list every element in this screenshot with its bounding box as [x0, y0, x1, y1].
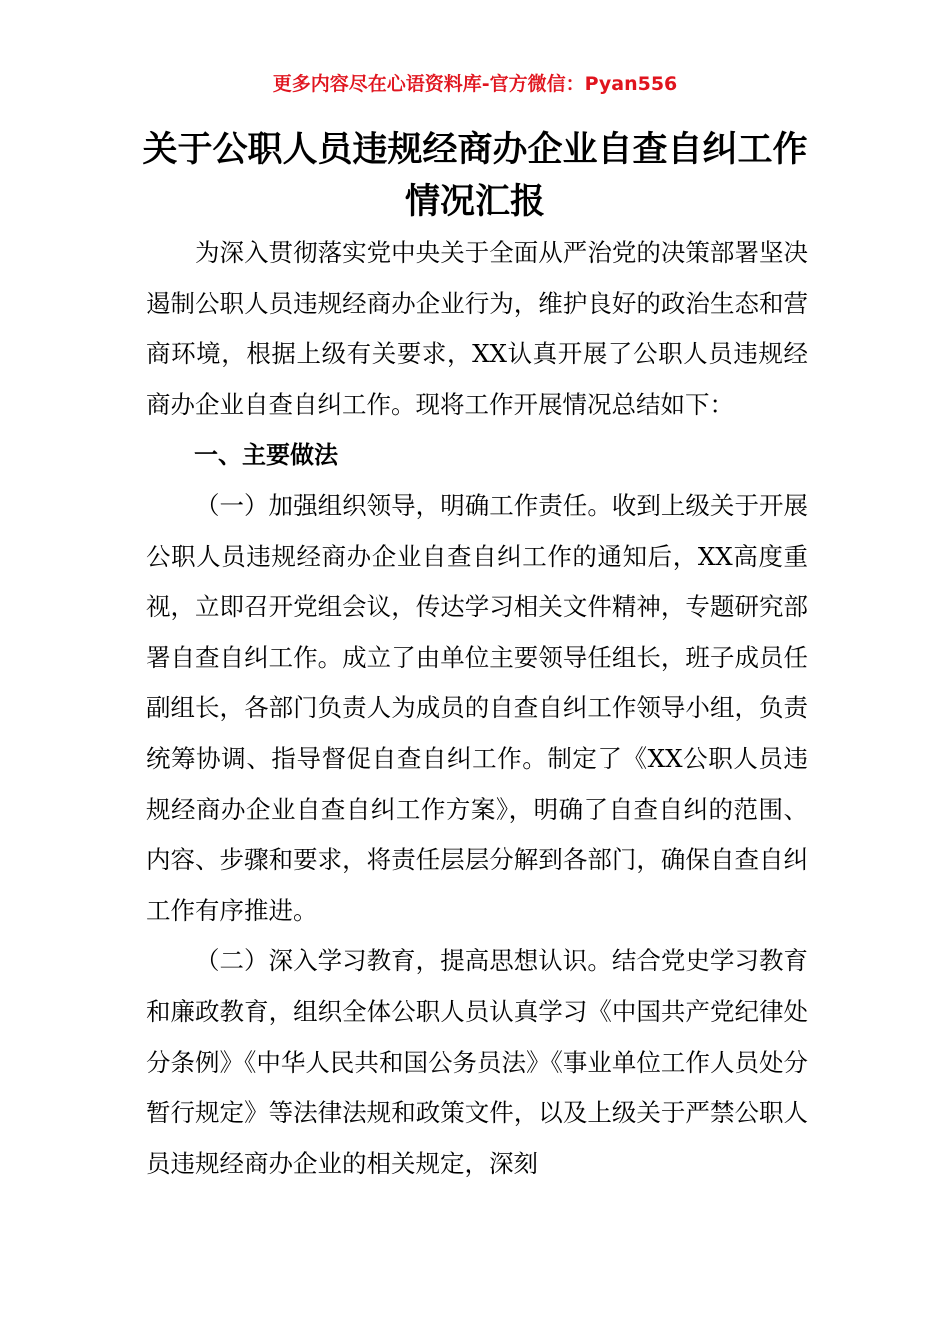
section-heading: 一、主要做法	[194, 441, 338, 470]
intro-paragraph: 为深入贯彻落实党中央关于全面从严治党的决策部署坚决遏制公职人员违规经商办企业行为，维护良好的政治生态和营商环境，根据上级有关要求，XX认真开展了公职人员违规经商办企业自查自纠工作。现将工作开展情况总结如下：	[146, 238, 808, 419]
paragraph-1: （一）加强组织领导，明确工作责任。收到上级关于开展公职人员违规经商办企业自查自纠工作的通知后，XX高度重视，立即召开党组会议，传达学习相关文件精神，专题研究部署自查自纠工作。成立了由单位主要领导任组长，班子成员任副组长，各部门负责人为成员的自查自纠工作领导小组，负责统筹协调、指导督促自查自纠工作。制定了《XX公职人员违规经商办企业自查自纠工作方案》，明确了自查自纠的范围、内容、步骤和要求，将责任层层分解到各部门，确保自查自纠工作有序推进。	[146, 490, 808, 925]
document-title: 关于公职人员违规经商办企业自查自纠工作情况汇报	[142, 129, 808, 222]
document-body	[146, 228, 808, 1189]
promo-banner: 更多内容尽在心语资料库-官方微信：Pyan556	[272, 73, 678, 95]
paragraph-2: （二）深入学习教育，提高思想认识。结合党史学习教育和廉政教育，组织全体公职人员认真学习《中国共产党纪律处分条例》《中华人民共和国公务员法》《事业单位工作人员处分暂行规定》等法律法规和政策文件，以及上级关于严禁公职人员违规经商办企业的相关规定，深刻	[146, 946, 808, 1178]
